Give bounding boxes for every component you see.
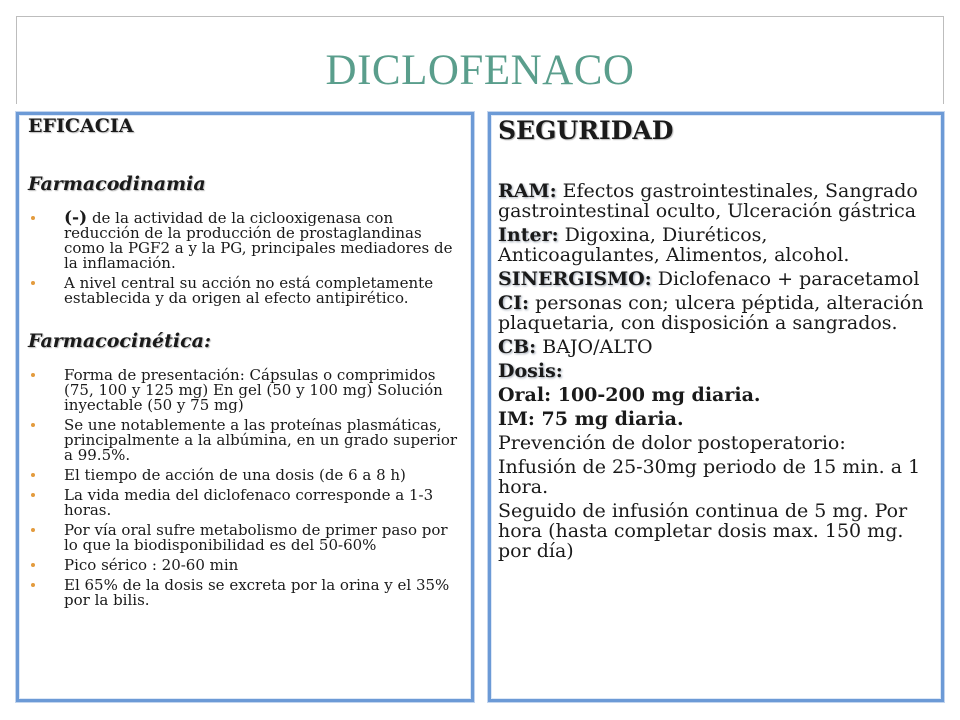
cb-item bbox=[498, 337, 933, 357]
bullet-dot-icon bbox=[31, 473, 35, 477]
list-item bbox=[28, 488, 461, 518]
bullet-text: Pico sérico : 20-60 min bbox=[64, 556, 239, 574]
seguridad-items bbox=[498, 181, 933, 561]
bullet-text: El 65% de la dosis se excreta por la orina y el 35% por la bilis. bbox=[64, 576, 450, 609]
dosis-infusion: Infusión de 25-30mg periodo de 15 min. a 1 hora. bbox=[498, 456, 921, 498]
list-item bbox=[28, 418, 461, 463]
list-item bbox=[28, 208, 461, 272]
farmacocinetica-list bbox=[28, 368, 461, 608]
seguridad-heading: SEGURIDAD bbox=[498, 116, 674, 145]
sinergismo-item bbox=[498, 269, 933, 289]
bullet-dot-icon bbox=[31, 216, 35, 220]
inter-label: Inter: bbox=[498, 224, 559, 246]
ci-item bbox=[498, 293, 933, 333]
ram-text: Efectos gastrointestinales, Sangrado gastrointestinal oculto, Ulceración gástrica bbox=[498, 180, 918, 222]
bullet-dot-icon bbox=[31, 493, 35, 497]
dosis-item bbox=[498, 361, 933, 381]
cb-text: BAJO/ALTO bbox=[542, 336, 653, 358]
inter-item bbox=[498, 225, 933, 265]
ci-text: personas con; ulcera péptida, alteración plaquetaria, con disposición a sangrados. bbox=[498, 292, 924, 334]
bullet-text: La vida media del diclofenaco corresponde a 1-3 horas. bbox=[64, 486, 434, 519]
list-item bbox=[28, 368, 461, 413]
list-item bbox=[28, 276, 461, 306]
list-item bbox=[28, 523, 461, 553]
bullet-text: Forma de presentación: Cápsulas o comprimidos (75, 100 y 125 mg) En gel (50 y 100 mg) Solución inyectable (50 y 75 mg) bbox=[64, 366, 443, 414]
list-item bbox=[28, 468, 461, 483]
seguridad-panel bbox=[488, 112, 944, 702]
farmacodinamia-list bbox=[28, 208, 461, 307]
list-item bbox=[28, 578, 461, 608]
list-item bbox=[28, 558, 461, 573]
bullet-dot-icon bbox=[31, 281, 35, 285]
dosis-prevencion: Prevención de dolor postoperatorio: bbox=[498, 432, 846, 454]
bullet-text: Por vía oral sufre metabolismo de primer paso por lo que la biodisponibilidad es del 50-60% bbox=[64, 521, 448, 554]
dosis-oral: Oral: 100-200 mg diaria. bbox=[498, 384, 761, 406]
bullet-dot-icon bbox=[31, 373, 35, 377]
dosis-label: Dosis: bbox=[498, 360, 563, 382]
ram-label: RAM: bbox=[498, 180, 557, 202]
bullet-lead: (-) bbox=[64, 208, 88, 228]
title-frame bbox=[16, 16, 944, 104]
farmacocinetica-heading: Farmacocinética: bbox=[28, 330, 212, 352]
bullet-text: Se une notablemente a las proteínas plasmáticas, principalmente a la albúmina, en un grado superior a 99.5%. bbox=[64, 416, 458, 464]
dosis-im: IM: 75 mg diaria. bbox=[498, 408, 684, 430]
bullet-text: de la actividad de la ciclooxigenasa con reducción de la producción de prostaglandinas como la PGF2 a y la PG, principales mediadores de la inflamación. bbox=[64, 209, 453, 272]
ci-label: CI: bbox=[498, 292, 530, 314]
bullet-dot-icon bbox=[31, 423, 35, 427]
eficacia-heading: EFICACIA bbox=[28, 115, 134, 137]
eficacia-panel bbox=[16, 112, 474, 702]
dosis-seguido: Seguido de infusión continua de 5 mg. Por hora (hasta completar dosis max. 150 mg. por día) bbox=[498, 500, 908, 562]
ram-item bbox=[498, 181, 933, 221]
slide-title: DICLOFENACO bbox=[325, 47, 635, 94]
bullet-dot-icon bbox=[31, 563, 35, 567]
sinergismo-label: SINERGISMO: bbox=[498, 268, 652, 290]
bullet-dot-icon bbox=[31, 528, 35, 532]
farmacodinamia-heading: Farmacodinamia bbox=[28, 173, 206, 195]
cb-label: CB: bbox=[498, 336, 537, 358]
bullet-text: El tiempo de acción de una dosis (de 6 a 8 h) bbox=[64, 466, 406, 484]
bullet-text: A nivel central su acción no está completamente establecida y da origen al efecto antipirético. bbox=[64, 274, 434, 307]
inter-text: Digoxina, Diuréticos, Anticoagulantes, Alimentos, alcohol. bbox=[498, 224, 850, 266]
sinergismo-text: Diclofenaco + paracetamol bbox=[657, 268, 920, 290]
bullet-dot-icon bbox=[31, 583, 35, 587]
